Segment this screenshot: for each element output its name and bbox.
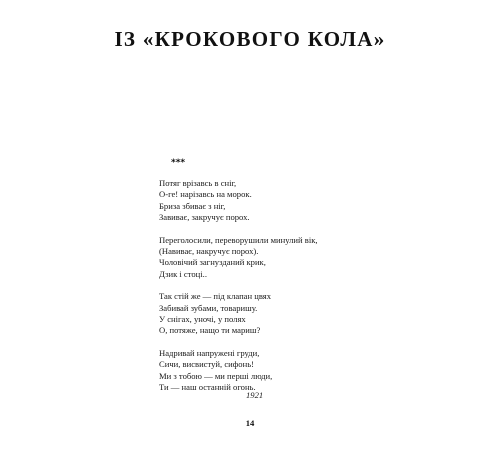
poem-line: О-ге! нарізавсь на морок.: [159, 189, 252, 200]
stanza: [159, 348, 379, 394]
poem-body: [159, 178, 379, 405]
poem-asterism: ***: [171, 158, 186, 168]
poem-line: Сичи, висвистуй, сифонь!: [159, 359, 254, 370]
poem-line: Забивай зубами, товаришу.: [159, 302, 258, 313]
poem-line: Переголосили, переворушили минулий вік,: [159, 234, 318, 245]
poem-line: О, потяже, нащо ти мариш?: [159, 325, 261, 336]
poem-date: 1921: [246, 390, 264, 400]
page-number: 14: [245, 418, 255, 428]
poem-line: Чоловічий загнузданий крик,: [159, 257, 266, 268]
poem-line: Ми з тобою — ми перші люди,: [159, 370, 273, 381]
stanza: [159, 235, 379, 281]
poem-line: Надривай напружені груди,: [159, 347, 260, 358]
poem-line: Бриза збиває з ніг,: [159, 200, 226, 211]
stanza: [159, 178, 379, 224]
poem-line: (Навиває, накручує порох).: [159, 246, 259, 257]
stanza: [159, 291, 379, 337]
poem-line: Ти — наш останній огонь.: [159, 382, 256, 393]
poem-line: Так стій же — під клапан цвях: [159, 291, 272, 302]
poem-line: Дзик і стоці..: [159, 268, 207, 279]
poem-line: Потяг врізавсь в сніг,: [159, 178, 237, 188]
poem-line: Завиває, закручує порох.: [159, 212, 250, 223]
section-title: ІЗ «КРОКОВОГО КОЛА»: [114, 27, 386, 51]
poem-line: У снігах, уночі, у полях: [159, 314, 246, 325]
